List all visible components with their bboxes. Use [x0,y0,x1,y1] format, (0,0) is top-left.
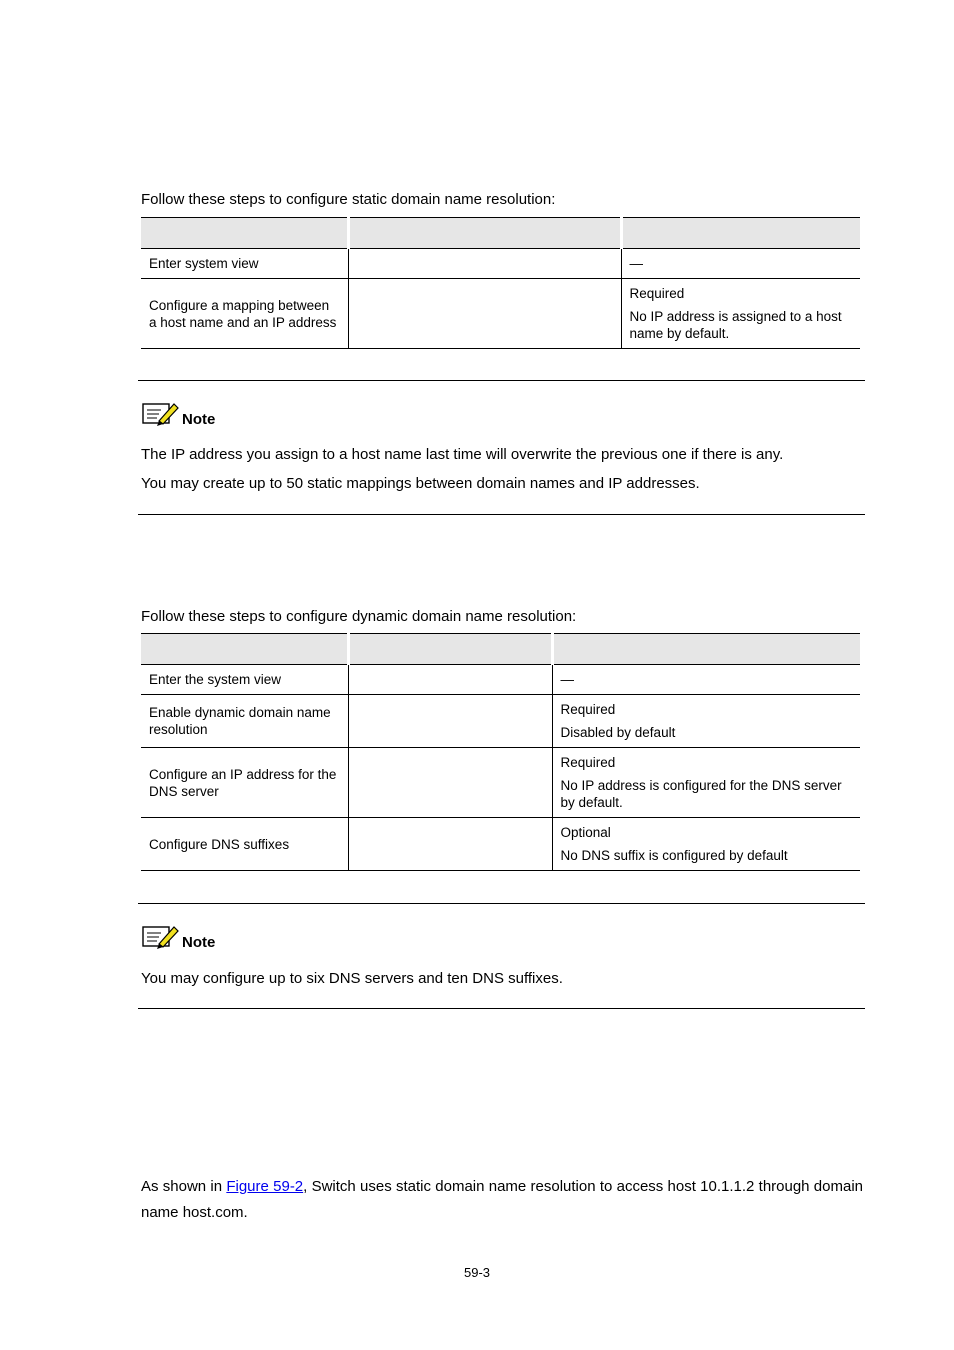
example-prefix: As shown in [141,1178,227,1195]
cell-text: Required [560,755,616,770]
table-cell [348,665,552,695]
table-cell [552,818,860,871]
table-cell [141,818,348,871]
figure-link[interactable]: Figure 59-2 [226,1178,304,1195]
static-steps-table [141,217,860,349]
table-header-cell [552,634,860,665]
note-label: Note [182,934,216,951]
table-cell [348,695,552,748]
table-cell [141,748,348,818]
note-bottom-rule [138,514,865,515]
table-header-cell [348,634,552,665]
table-cell [552,665,860,695]
cell-text: Enter system view [149,256,259,271]
cell-text: Enter the system view [149,672,282,687]
table-cell [348,748,552,818]
cell-text: Required [629,286,685,301]
table-row [141,695,860,748]
table-header-cell [141,218,348,249]
note-line: You may create up to 50 static mappings between domain names and IP addresses. [141,475,700,492]
cell-text: Configure DNS suffixes [149,836,290,852]
table-cell [348,249,621,279]
note-line: You may configure up to six DNS servers and ten DNS suffixes. [141,970,563,987]
note-top-rule [138,380,865,381]
note-bottom-rule [138,1008,865,1009]
cell-text: No DNS suffix is configured by default [560,848,788,863]
note-pencil-icon [141,400,179,426]
table-row [141,665,860,695]
table-cell [552,748,860,818]
example-paragraph [141,1174,863,1226]
dynamic-steps-table [141,633,860,871]
table-header-row [141,218,860,249]
table-cell [141,695,348,748]
note-top-rule [138,903,865,904]
table-row [141,748,860,818]
table-cell [141,249,348,279]
cell-text: — [629,256,643,271]
table-row [141,818,860,871]
dynamic-intro: Follow these steps to configure dynamic domain name resolution: [141,608,577,625]
table-cell [141,279,348,349]
table-cell [141,665,348,695]
table-cell [348,818,552,871]
cell-text: Configure a mapping between a host name and an IP address [149,297,337,330]
cell-text: No IP address is configured for the DNS server by default. [560,778,842,810]
note-line: The IP address you assign to a host name last time will overwrite the previous one if there is any. [141,446,784,463]
table-cell [621,249,860,279]
example-suffix: , Switch uses static domain name resolution to access host 10.1.1.2 through domain name host.com. [141,1178,863,1221]
table-header-row [141,634,860,665]
cell-text: Configure an IP address for the DNS server [149,766,337,799]
cell-text: Disabled by default [560,725,676,740]
table-row [141,249,860,279]
cell-text: No IP address is assigned to a host name by default. [629,309,842,341]
table-cell [348,279,621,349]
cell-text: Required [560,702,616,717]
cell-text: Optional [560,825,611,840]
table-header-cell [141,634,348,665]
table-header-cell [348,218,621,249]
note-label: Note [182,411,216,428]
note-heading [141,400,215,426]
cell-text: Enable dynamic domain name resolution [149,705,331,737]
table-header-cell [621,218,860,249]
note-pencil-icon [141,923,179,949]
static-intro: Follow these steps to configure static domain name resolution: [141,191,556,208]
page-number: 59-3 [463,1265,491,1280]
cell-text: — [560,672,574,687]
table-cell [621,279,860,349]
table-row [141,279,860,349]
note-heading [141,923,215,949]
table-cell [552,695,860,748]
